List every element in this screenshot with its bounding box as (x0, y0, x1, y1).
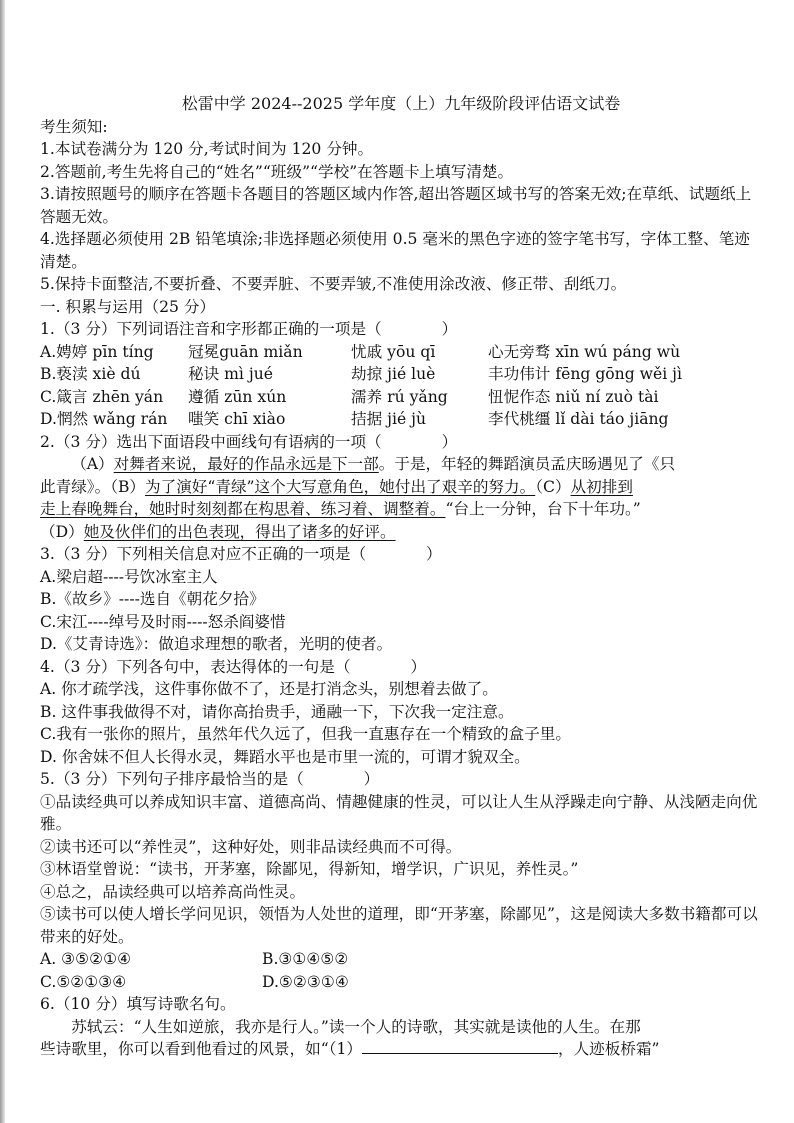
page-edge-shadow (0, 0, 5, 1123)
option-cell: 秘诀 mì jué (188, 365, 273, 383)
stem-text: 5.（3 分）下列句子排序最恰当的是（ (40, 770, 304, 788)
stem-text: 3.（3 分）下列相关信息对应不正确的一项是（ (40, 545, 367, 563)
question-5 (40, 768, 762, 993)
question-4 (40, 656, 762, 769)
stem-close: ） (410, 657, 427, 676)
stem-close: ） (441, 432, 458, 451)
choice-option: A. ③⑤②①④ (40, 950, 132, 968)
sentence-item: ③林语堂曾说：“读书，开茅塞，除鄙见，得新知，增学识，广识见，养性灵。” (40, 860, 579, 878)
option-cell: 李代桃缰 lǐ dài táo jiāng (488, 410, 669, 428)
option-cell: 忧戚 yōu qī (351, 342, 436, 361)
question-3 (40, 543, 762, 656)
page-title: 松雷中学 2024--2025 学年度（上）九年级阶段评估语文试卷 (181, 94, 621, 113)
passage-text: 些诗歌里，你可以看到他看过的风景，如“（1） (40, 1040, 362, 1058)
stem-close: ） (426, 545, 442, 563)
passage-label: （A） (71, 455, 114, 473)
option-cell: 忸怩作态 niǔ ní zuò tài (488, 387, 659, 406)
option-cell: D.惘然 wǎng rán (40, 410, 168, 428)
choice-option: B.③①④⑤② (262, 950, 349, 968)
passage-text: 。于是，年轻的舞蹈演员孟庆旸遇见了《只 (378, 455, 676, 473)
option-row (40, 386, 762, 409)
choice-option: C.⑤②①③④ (40, 972, 127, 991)
passage-line (40, 498, 762, 521)
option: B. 这件事我做得不对，请你高抬贵手，通融一下，下次我一定注意。 (40, 702, 514, 721)
notice-item: 3.请按照题号的顺序在答题卡各题目的答题区域内作答,超出答题区域书写的答案无效;在草纸、试题纸上答题无效。 (40, 185, 752, 226)
stem-text: 1.（3 分）下列词语注音和字形都正确的一项是（ (40, 320, 382, 338)
passage-line (40, 521, 762, 544)
passage-label: （D） (40, 522, 84, 541)
option-cell: B.亵渎 xiè dú (40, 365, 141, 383)
notice-item: 4.选择题必须使用 2B 铅笔填涂;非选择题必须使用 0.5 毫米的黑色字迹的签字笔书写，字体工整、笔迹清楚。 (40, 230, 750, 271)
option: C.我有一张你的照片，虽然年代久远了，但我一直惠存在一个精致的盒子里。 (40, 725, 571, 743)
notice-item: 1.本试卷满分为 120 分,考试时间为 120 分钟。 (40, 140, 374, 158)
sentence-item: ①品读经典可以养成知识丰富、道德高尚、情趣健康的性灵，可以让人生从浮躁走向宁静、从浅陋走向优雅。 (40, 792, 758, 833)
passage-line: 苏轼云：“人生如逆旅，我亦是行人。”读一个人的诗歌，其实就是读他的人生。在那 (71, 1017, 641, 1036)
question-stem (40, 318, 762, 341)
option-row (40, 408, 762, 431)
notice-item: 5.保持卡面整洁,不要折叠、不要弄脏、不要弄皱,不准使用涂改液、修正带、刮纸刀。 (40, 275, 627, 293)
stem-text: 4.（3 分）下列各句中，表达得体的一句是（ (40, 657, 351, 676)
underlined-sentence-d: 她及伙伴们的出色表现，得出了诸多的好评。 (83, 522, 396, 541)
question-stem (40, 431, 762, 454)
notice-heading: 考生须知: (40, 117, 108, 136)
stem-close: ） (441, 320, 458, 338)
exam-paper (40, 93, 762, 1061)
option-cell: 心无旁骛 xīn wú páng wù (488, 342, 681, 361)
notice-item: 2.答题前,考生先将自己的“姓名”“班级”“学校”在答题卡上填写清楚。 (40, 162, 514, 181)
option: C.宋江----绰号及时雨----怒杀阎婆惜 (40, 612, 286, 631)
passage-text: ，人迹板桥霜” (557, 1040, 660, 1058)
option-cell: 劫掠 jié luè (351, 365, 436, 383)
option-cell: 丰功伟计 fēng gōng wěi jì (488, 365, 683, 383)
sentence-item: ②读书还可以“养性灵”，这种好处，则非品读经典而不可得。 (40, 837, 462, 856)
option: A. 你才疏学浅，这件事你做不了，还是打消念头，别想着去做了。 (40, 680, 498, 698)
option-cell: 濡养 rú yǎng (351, 387, 448, 406)
option: B.《故乡》----选自《朝花夕拾》 (40, 590, 265, 608)
underlined-sentence-a: 对舞者来说，最好的作品永远是下一部 (113, 455, 379, 473)
passage-label: （C） (535, 477, 571, 496)
question-stem: 6.（10 分）填写诗歌名句。 (40, 995, 236, 1013)
choice-row (40, 971, 762, 994)
option: D. 你舍妹不但人长得水灵，舞蹈水平也是市里一流的，可谓才貌双全。 (40, 747, 530, 766)
passage-text: “台上一分钟，台下十年功。” (445, 500, 641, 518)
passage-line (40, 1038, 762, 1061)
option-cell: 冠冕guān miǎn (188, 342, 303, 361)
option: A.梁启超----号饮冰室主人 (40, 567, 218, 586)
notice-section (40, 116, 762, 296)
choice-option: D.⑤②③①④ (262, 972, 349, 991)
section-heading: 一. 积累与运用（25 分） (40, 297, 216, 316)
sentence-item: ⑤读书可以使人增长学问见识，领悟为人处世的道理，即“开茅塞，除鄙见”，这是阅读大多数书籍都可以带来的好处。 (40, 905, 758, 946)
choice-row (40, 948, 762, 971)
option-cell: 嗤笑 chī xiào (188, 410, 286, 428)
option-cell: 拮据 jié jù (351, 410, 427, 428)
option: D.《艾青诗选》：做追求理想的歌者，光明的使者。 (40, 635, 393, 653)
question-6 (40, 993, 762, 1061)
option-row (40, 363, 762, 386)
option-row (40, 341, 762, 364)
option-cell: A.娉婷 pīn tíng (40, 342, 154, 361)
question-2 (40, 431, 762, 544)
stem-close: ） (363, 770, 380, 788)
fill-in-blank[interactable] (362, 1039, 558, 1054)
sentence-item: ④总之，品读经典可以培养高尚性灵。 (40, 882, 306, 901)
option-cell: C.箴言 zhēn yán (40, 387, 164, 406)
underlined-sentence-c: 从初排到 (570, 477, 633, 496)
underlined-sentence-b: 为了演好“青绿”这个大写意角色，她付出了艰辛的努力。 (145, 477, 536, 496)
question-1 (40, 318, 762, 431)
option-cell: 遵循 zūn xún (188, 387, 287, 406)
question-stem (40, 656, 762, 679)
underlined-sentence-c-cont: 走上春晚舞台，她时时刻刻都在构思着、练习着、调整着。 (40, 500, 446, 518)
question-stem (40, 543, 762, 566)
passage-line (40, 453, 762, 476)
stem-text: 2.（3 分）选出下面语段中画线句有语病的一项（ (40, 432, 382, 451)
passage-text: 此青绿》。（B） (40, 477, 146, 496)
question-stem (40, 768, 762, 791)
passage-line (40, 476, 762, 499)
